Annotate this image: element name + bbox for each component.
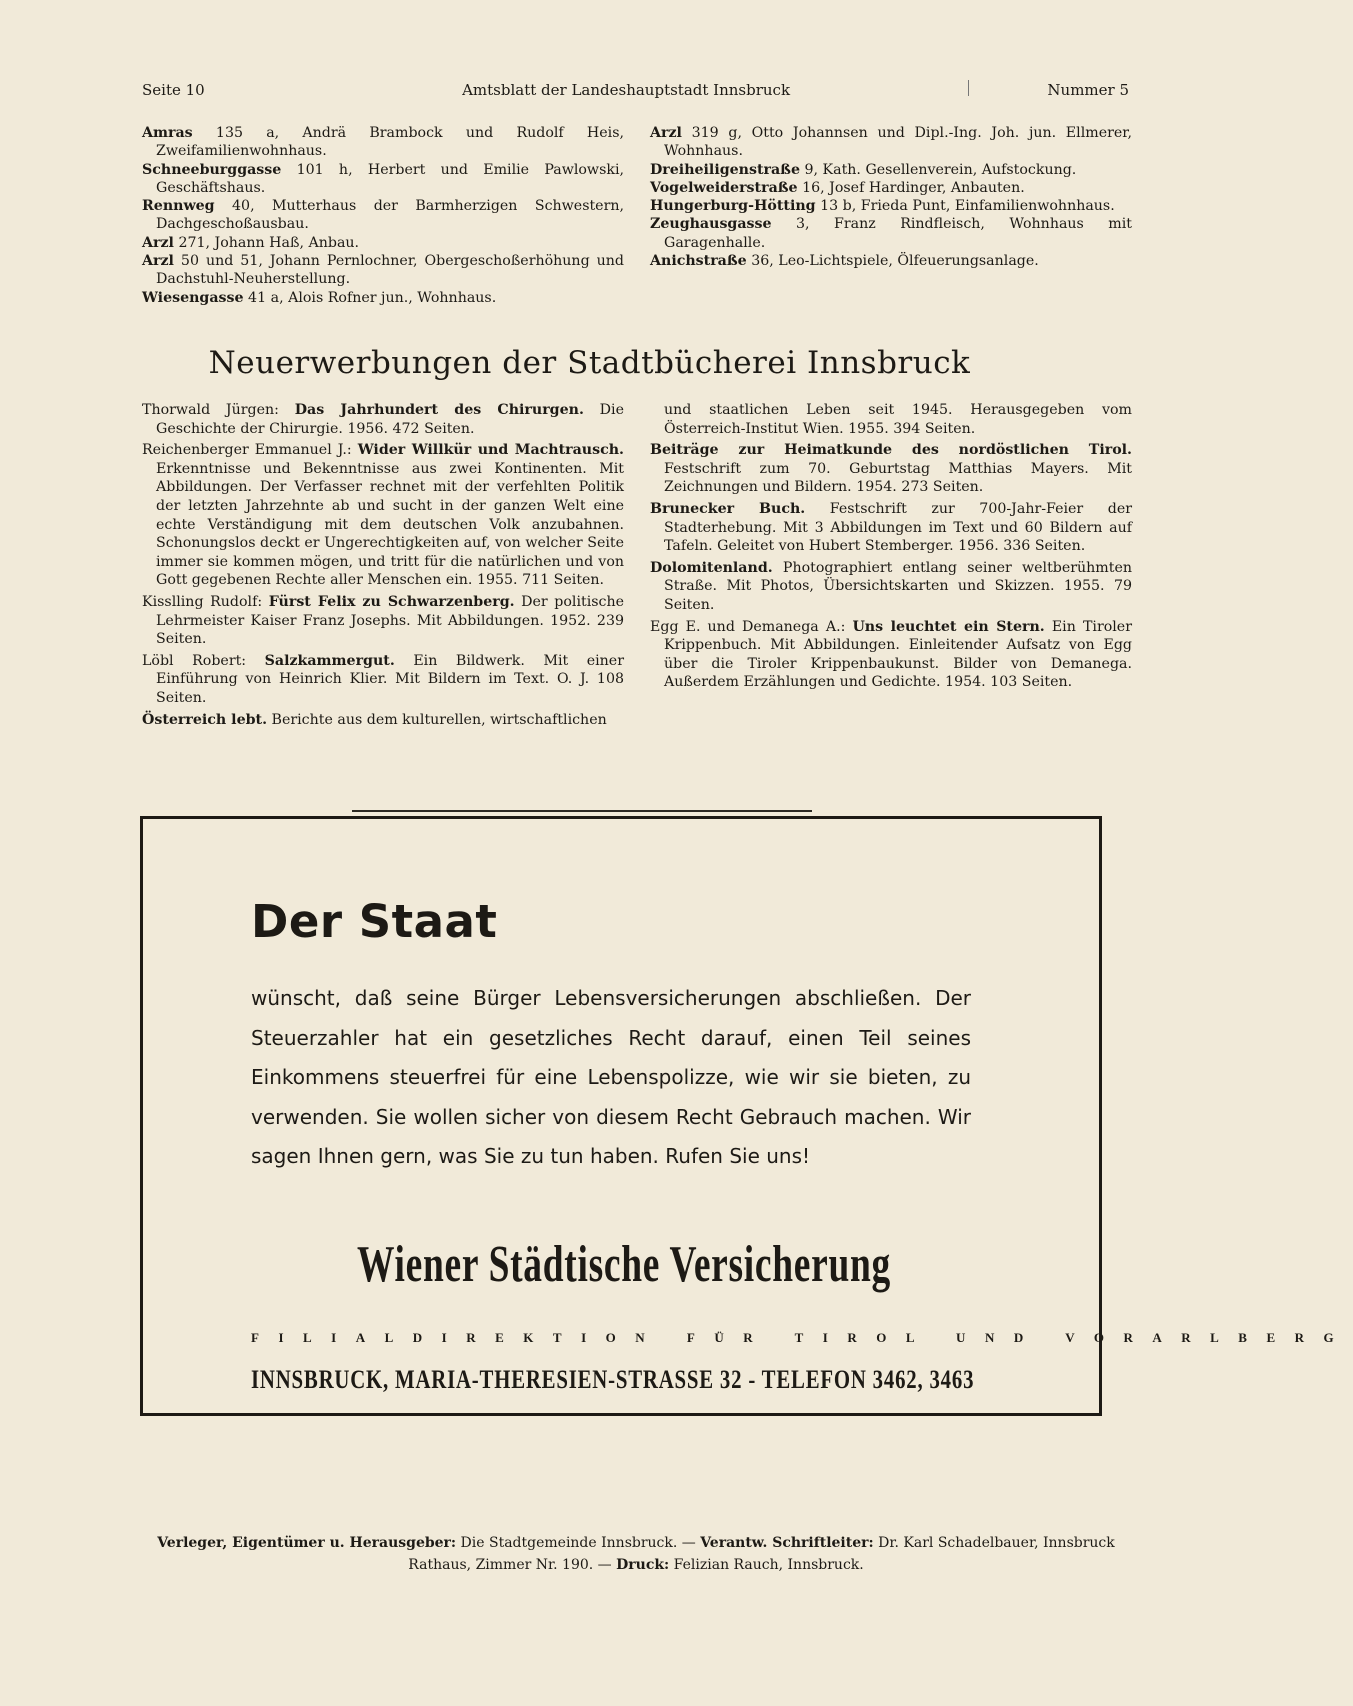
book-entry: Reichenberger Emmanuel J.: Wider Willkür und Machtrausch. Erkenntnisse und Bekenntnisse aus zwei Kontinenten. Mit Abbildungen. Der Verfasser rechnet mit der verfehlten Politik der letzten Jahrzehnte ab und sucht in der ganzen Welt eine echte Verständigung mit dem deutschen Volk anzubahnen. Schonungslos deckt er Ungerechtigkeiten auf, von welcher Seite immer sie kommen mögen, und tritt für die natürlichen und von Gott gegebenen Rechte aller Menschen ein. 1955. 711 Seiten.: [142, 442, 625, 589]
ad-separator-rule: [352, 810, 812, 812]
permit-entry: Wiesengasse 41 a, Alois Rofner jun., Wohnhaus.: [142, 289, 497, 306]
permit-entry: Arzl 50 und 51, Johann Pernlochner, Obergeschoßerhöhung und Dachstuhl-Neuherstellung.: [142, 253, 624, 288]
ad-address-line: INNSBRUCK, MARIA-THERESIEN-STRASSE 32 - TELEFON 3462, 3463: [251, 1365, 975, 1394]
book-entry: Egg E. und Demanega A.: Uns leuchtet ein Stern. Ein Tiroler Krippenbuch. Mit Abbildungen. Einleitender Aufsatz von Egg über die Tiroler Krippenbaukunst. Bilder von Demanega. Außerdem Erzählungen und Gedichte. 1954. 103 Seiten.: [650, 618, 1132, 691]
book-entry: Thorwald Jürgen: Das Jahrhundert des Chirurgen. Die Geschichte der Chirurgie. 1956. 472 Seiten.: [142, 402, 624, 437]
ad-body-text: wünscht, daß seine Bürger Lebensversicherungen abschließen. Der Steuerzahler hat ein gesetzliches Recht darauf, einen Teil seines Einkommens steuerfrei für eine Lebenspolizze, wie wir sie bieten, zu verwenden. Sie wollen sicher von diesem Recht Gebrauch machen. Wir sagen Ihnen gern, was Sie zu tun haben. Rufen Sie uns!: [251, 986, 971, 1168]
books-right-column: [650, 401, 1132, 732]
book-entry: Beiträge zur Heimatkunde des nordöstlichen Tirol. Festschrift zum 70. Geburtstag Matthias Mayers. Mit Zeichnungen und Bildern. 1954. 273 Seiten.: [650, 442, 1132, 496]
book-entry: Dolomitenland. Photographiert entlang seiner weltberühmten Straße. Mit Photos, Übersichtskarten und Skizzen. 1955. 79 Seiten.: [650, 559, 1132, 613]
permit-entry: Anichstraße 36, Leo-Lichtspiele, Ölfeuerungsanlage.: [650, 253, 1039, 270]
imprint-line-2: Rathaus, Zimmer Nr. 190. — Druck: Felizian Rauch, Innsbruck.: [408, 1557, 864, 1573]
permit-entry: Arzl 271, Johann Haß, Anbau.: [142, 234, 360, 251]
book-entry-continued: und staatlichen Leben seit 1945. Herausgegeben vom Österreich-Institut Wien. 1955. 394 Seiten.: [664, 402, 1132, 437]
permit-entry: Zeughausgasse 3, Franz Rindfleisch, Wohnhaus mit Garagenhalle.: [650, 216, 1132, 251]
permit-entry: Dreiheiligenstraße 9, Kath. Gesellenverein, Aufstockung.: [650, 161, 1077, 178]
permit-entry: Hungerburg-Hötting 13 b, Frieda Punt, Einfamilienwohnhaus.: [650, 198, 1115, 215]
permit-entry: Vogelweiderstraße 16, Josef Hardinger, Anbauten.: [650, 179, 1025, 196]
book-entry: Brunecker Buch. Festschrift zur 700-Jahr-Feier der Stadterhebung. Mit 3 Abbildungen im Text und 60 Bildern auf Tafeln. Geleitet von Hubert Stemberger. 1956. 336 Seiten.: [650, 500, 1132, 555]
imprint-line-1: Verleger, Eigentümer u. Herausgeber: Die Stadtgemeinde Innsbruck. — Verantw. Schriftleiter: Dr. Karl Schadelbauer, Innsbruck: [157, 1535, 1115, 1551]
permit-entry: Rennweg 40, Mutterhaus der Barmherzigen Schwestern, Dachgeschoßausbau.: [142, 198, 624, 233]
imprint-footer: [140, 1532, 1132, 1576]
permit-entry: Schneeburggasse 101 h, Herbert und Emilie Pawlowski, Geschäftshaus.: [142, 161, 624, 196]
header-divider: [968, 80, 969, 96]
library-acquisitions: [142, 401, 1132, 732]
books-left-column: [142, 401, 624, 732]
ad-branch-line: FILIALDIREKTION FÜR TIROL UND VORARLBERG: [251, 1330, 1353, 1345]
page-header: [142, 78, 1129, 102]
issue-number: Nummer 5: [1047, 81, 1129, 99]
ad-company-name: Wiener Städtische Versicherung: [357, 1236, 891, 1293]
insurance-advertisement: [140, 816, 1353, 1416]
page-number: Seite 10: [142, 81, 205, 99]
permit-entry: Arzl 319 g, Otto Johannsen und Dipl.-Ing. Joh. jun. Ellmerer, Wohnhaus.: [650, 125, 1132, 160]
book-entry: Kisslling Rudolf: Fürst Felix zu Schwarzenberg. Der politische Lehrmeister Kaiser Franz Josephs. Mit Abbildungen. 1952. 239 Seiten.: [142, 593, 624, 648]
book-entry: Österreich lebt. Berichte aus dem kulturellen, wirtschaftlichen: [142, 711, 607, 728]
book-entry: Löbl Robert: Salzkammergut. Ein Bildwerk. Mit einer Einführung von Heinrich Klier. Mit Bildern im Text. O. J. 108 Seiten.: [142, 652, 624, 706]
permits-left-column: [142, 124, 624, 307]
publication-title: Amtsblatt der Landeshauptstadt Innsbruck: [462, 81, 791, 99]
ad-headline: Der Staat: [251, 895, 498, 948]
permits-right-column: [650, 124, 1132, 307]
permit-entry: Amras 135 a, Andrä Brambock und Rudolf Heis, Zweifamilienwohnhaus.: [142, 125, 624, 160]
library-section-title: Neuerwerbungen der Stadtbücherei Innsbruck: [208, 345, 971, 381]
building-permits: [142, 124, 1132, 307]
